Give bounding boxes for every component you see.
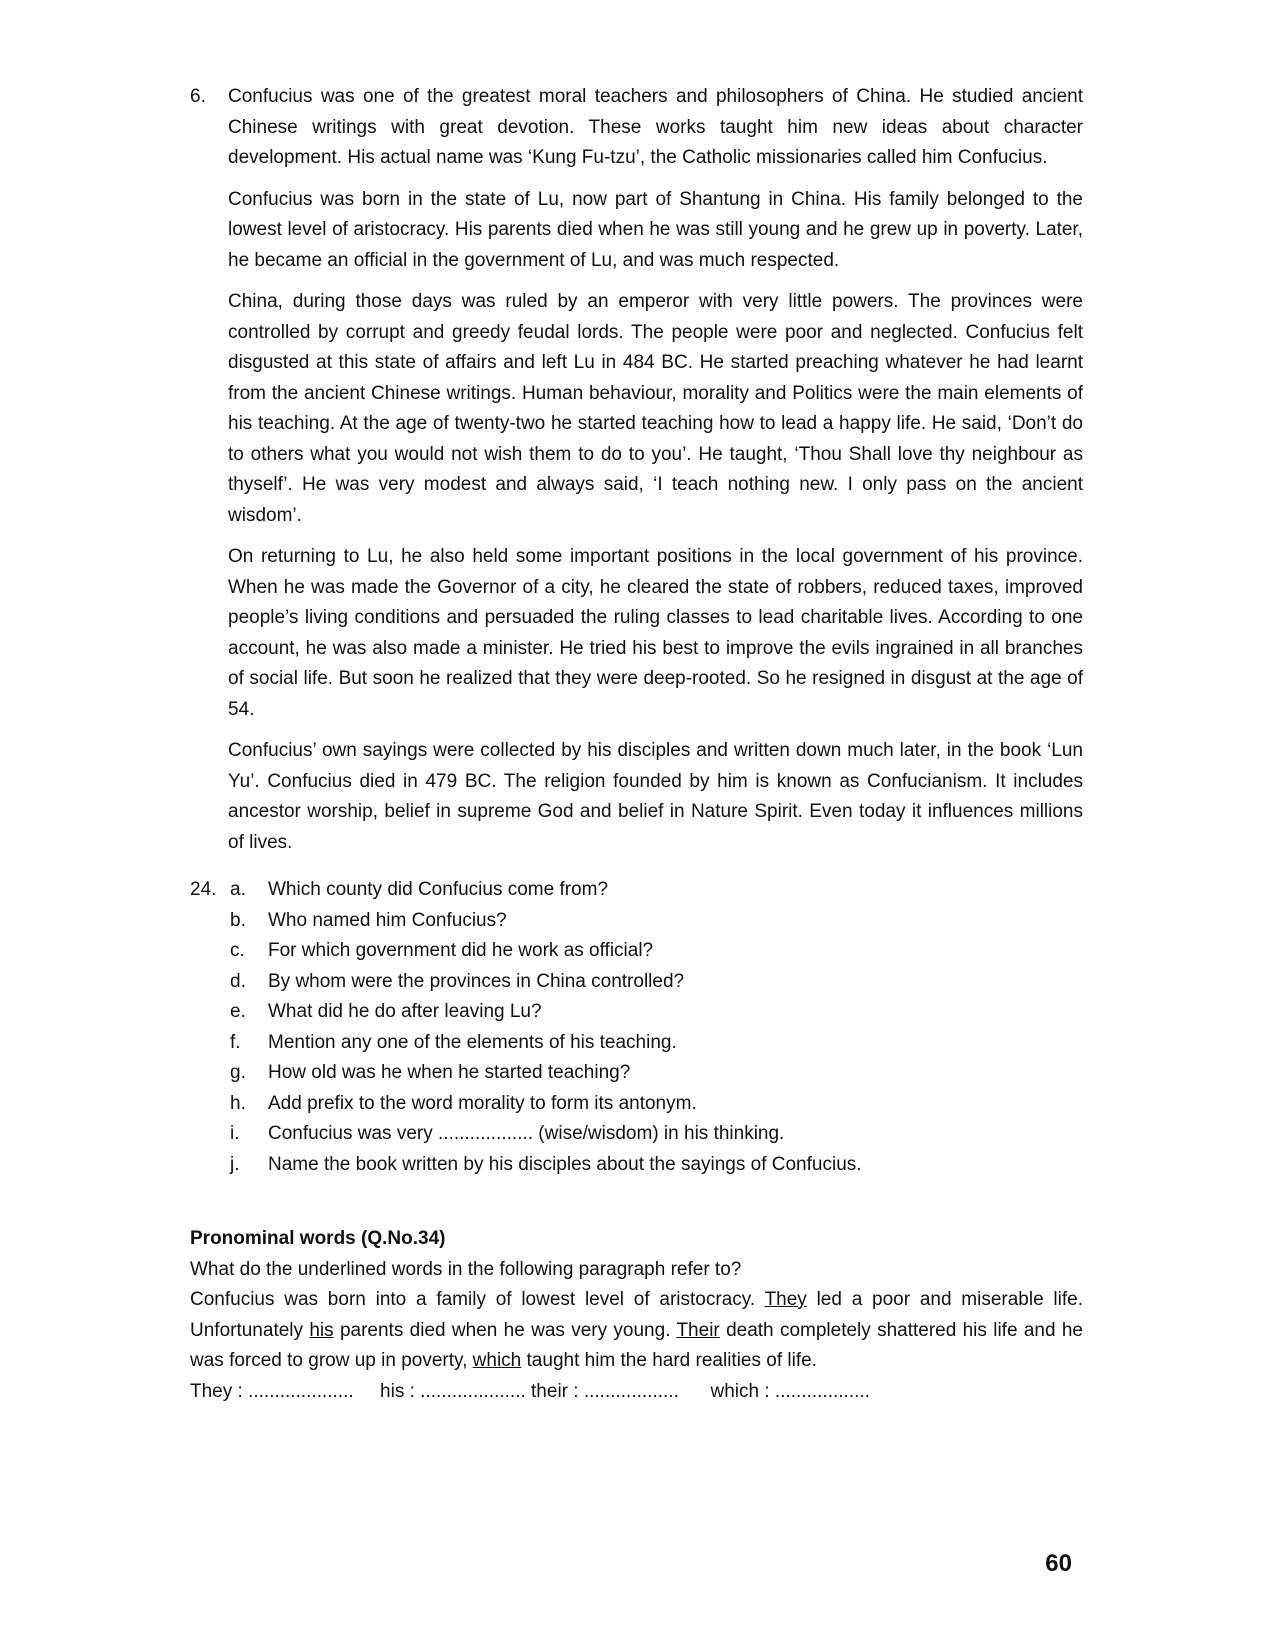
text-segment: taught him the hard realities of life. [521,1350,817,1371]
text-segment: Confucius was born into a family of lowest level of aristocracy. [190,1289,765,1310]
question-letter: h. [230,1092,246,1114]
answer-blanks: They : .................... his : .................... their : .................. which : .................. [190,1380,870,1402]
question-text: Name the book written by his disciples about the sayings of Confucius. [268,1153,862,1175]
question-item [230,1150,1083,1181]
question-text: Confucius was very .................. (wise/wisdom) in his thinking. [268,1123,785,1144]
passage-number: 6. [190,86,206,107]
underlined-word-their: Their [676,1319,720,1341]
question-text: How old was he when he started teaching? [268,1062,631,1083]
questions-number: 24. [190,879,217,900]
question-item [230,967,1083,998]
question-letter: j. [230,1153,240,1175]
pronominal-paragraph [190,1285,1083,1377]
question-letter: b. [230,909,246,931]
question-text: What did he do after leaving Lu? [268,1001,542,1022]
question-text: Add prefix to the word morality to form its antonym. [268,1092,697,1114]
text-segment: parents died when he was very young. [333,1319,677,1341]
question-letter: c. [230,940,245,961]
question-item [230,936,1083,967]
passage-paragraph-1: Confucius was one of the greatest moral teachers and philosophers of China. He studied ancient Chinese writings with great devotion. These works taught him new ideas about character development. His actual name was ‘Kung Fu-tzu’, the Catholic missionaries called him Confucius. [228,86,1083,168]
passage-paragraph-3: China, during those days was ruled by an emperor with very little powers. The provinces were controlled by corrupt and greedy feudal lords. The people were poor and neglected. Confucius felt disgusted at this state of affairs and left Lu in 484 BC. He started preaching whatever he had learnt from the ancient Chinese writings. Human behaviour, morality and Politics were the main elements of his teaching. At the age of twenty-two he started teaching how to lead a happy life. He said, ‘Don’t do to others what you would not wish them to do to you’. He taught, ‘Thou Shall love thy neighbour as thyself’. He was very modest and always said, ‘I teach nothing new. I only pass on the ancient wisdom’. [228,291,1083,526]
underlined-word-which: which [472,1350,522,1371]
question-letter: i. [230,1123,240,1144]
passage-section [190,82,1083,869]
text-segment: death completely shattered his life and he was forced to grow up in poverty, [190,1319,1083,1371]
question-text: By whom were the provinces in China controlled? [268,970,685,992]
page-number: 60 [1045,1550,1072,1577]
question-letter: f. [230,1031,241,1053]
question-item [230,906,1083,937]
underlined-word-they: They [764,1289,807,1310]
question-text: Who named him Confucius? [268,909,507,931]
question-letter: e. [230,1001,246,1022]
question-item [230,875,1083,906]
passage-paragraph-2: Confucius was born in the state of Lu, now part of Shantung in China. His family belonged to the lowest level of aristocracy. His parents died when he was still young and he grew up in poverty. Later, he became an official in the government of Lu, and was much respected. [228,188,1083,271]
text-segment: led a poor and miserable life. Unfortunately [190,1289,1083,1341]
passage-paragraph-5: Confucius’ own sayings were collected by his disciples and written down much later, in the book ‘Lun Yu’. Confucius died in 479 BC. The religion founded by him is known as Confucianism. It includes ancestor worship, belief in supreme God and belief in Nature Spirit. Even today it influences millions of lives. [228,740,1083,853]
question-item [230,997,1083,1028]
question-letter: g. [230,1062,246,1083]
questions-section [190,875,1083,1180]
underlined-word-his: his [309,1319,334,1341]
question-item [230,1119,1083,1150]
passage-paragraph-4: On returning to Lu, he also held some important positions in the local government of his province. When he was made the Governor of a city, he cleared the state of robbers, reduced taxes, improved people’s living conditions and persuaded the ruling classes to lead charitable lives. According to one account, he was also made a minister. He tried his best to improve the evils ingrained in all branches of social life. But soon he realized that they were deep-rooted. So he resigned in disgust at the age of 54. [228,546,1083,720]
question-letter: a. [230,879,246,900]
pronominal-section [190,1224,1083,1407]
question-text: For which government did he work as official? [268,940,654,961]
pronominal-title: Pronominal words (Q.No.34) [190,1228,446,1249]
question-letter: d. [230,970,246,992]
question-text: Which county did Confucius come from? [268,879,609,900]
question-list [230,875,1083,1180]
pronominal-instruction: What do the underlined words in the following paragraph refer to? [190,1258,742,1280]
question-item [230,1089,1083,1120]
question-item [230,1058,1083,1089]
question-text: Mention any one of the elements of his teaching. [268,1031,677,1053]
question-item [230,1028,1083,1059]
